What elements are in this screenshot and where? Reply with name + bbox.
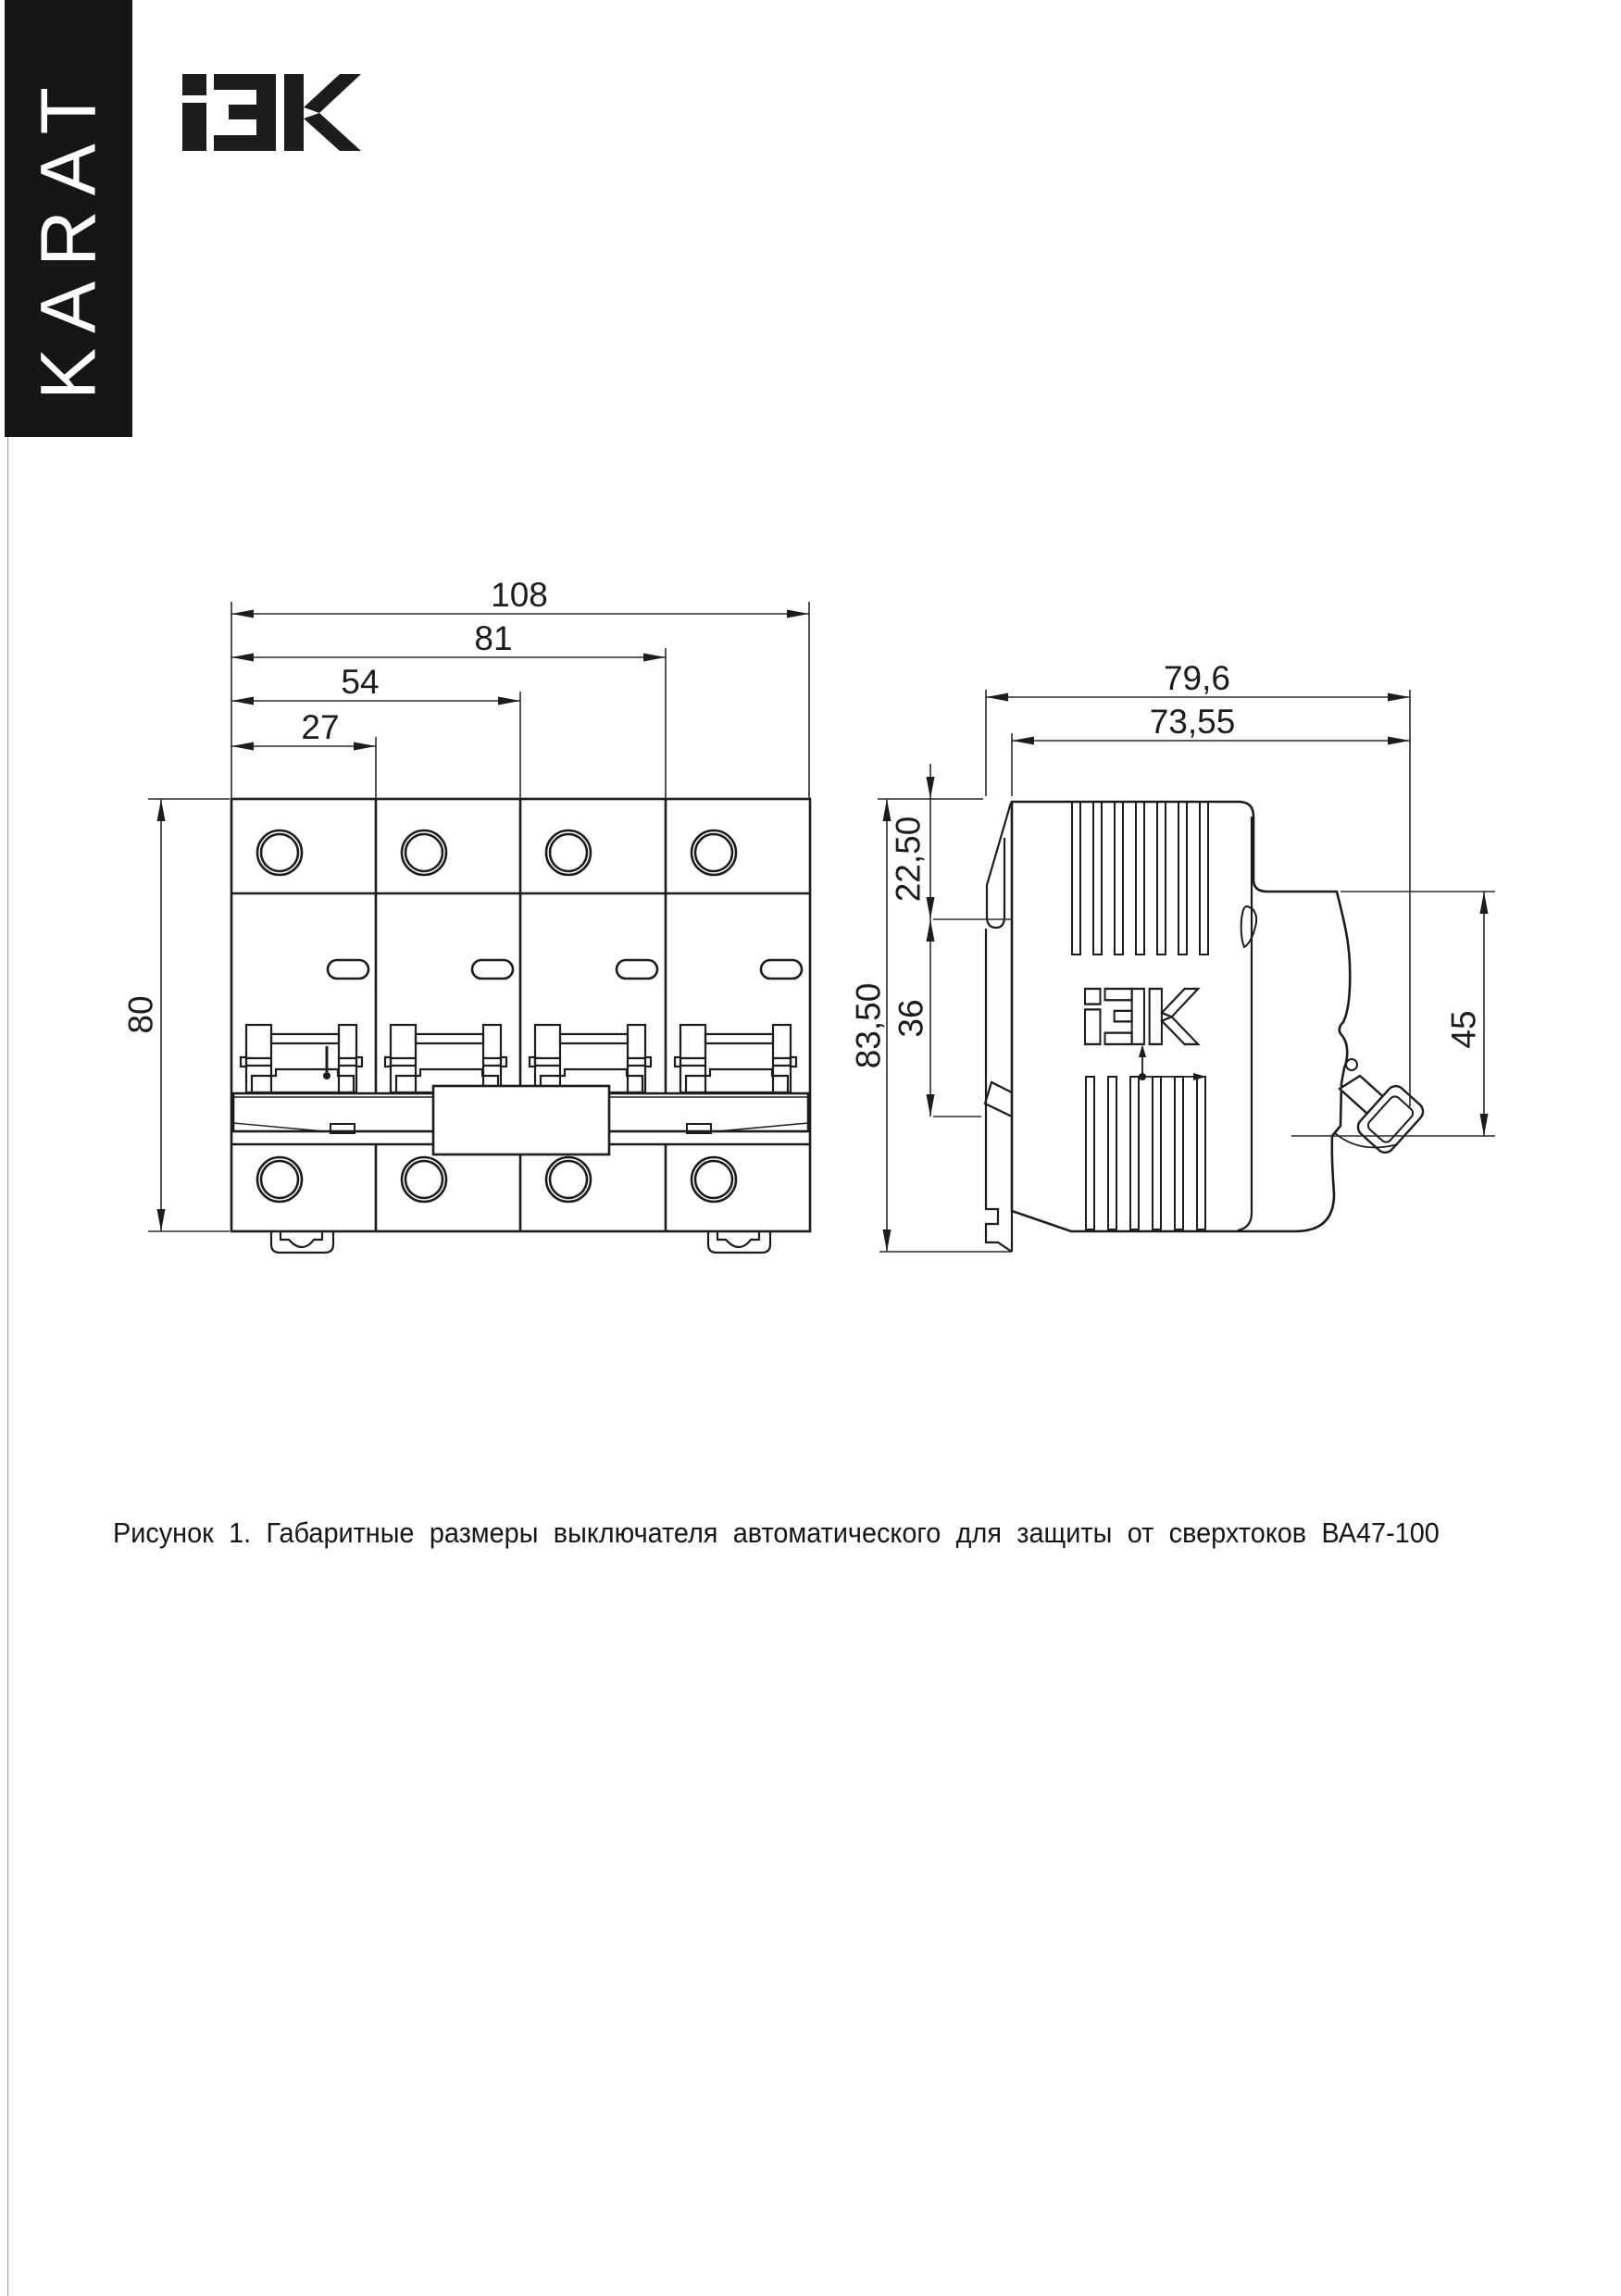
dim-label-83-50: 83,50 (849, 982, 888, 1069)
iek-side-logo (1085, 989, 1198, 1044)
dim-label-22-50: 22,50 (889, 816, 928, 903)
dim-label-108: 108 (491, 576, 548, 614)
side-view-drawing (985, 802, 1427, 1252)
dim-label-27: 27 (301, 708, 340, 746)
din-rail-clips (271, 1232, 770, 1253)
karat-label: KARAT (24, 71, 112, 400)
breaker-body-side (1012, 802, 1350, 1231)
toggle-mechanisms (241, 1025, 796, 1092)
front-view-drawing (231, 799, 810, 1253)
dim-label-36: 36 (892, 999, 930, 1038)
dim-label-73-55: 73,55 (1149, 703, 1236, 741)
vent-slots-upper (1072, 802, 1208, 955)
dim-label-54: 54 (341, 663, 380, 701)
toggle-lever (1334, 1059, 1427, 1156)
vent-slots-lower (1086, 1077, 1205, 1229)
dim-label-80: 80 (121, 995, 160, 1034)
label-window-slots (328, 960, 802, 979)
logo-leader-arrow (1139, 1044, 1206, 1080)
module-separators (376, 799, 666, 1231)
dim-label-81: 81 (474, 619, 513, 657)
front-view-dim-labels (122, 576, 548, 1034)
kidney-slot (1241, 906, 1256, 947)
bottom-terminal-screws (257, 1157, 736, 1202)
figure-caption: Рисунок 1. Габаритные размеры выключателя автоматического для защиты от сверхтоков ВА47-100 (113, 1516, 1440, 1549)
tie-bar-center-block (433, 1086, 609, 1154)
top-terminal-screws (257, 830, 736, 875)
side-panel-edge (1238, 817, 1252, 1230)
din-mount-details (985, 803, 1012, 1252)
din-hook-flap (985, 1082, 1012, 1117)
side-arrowheads (883, 693, 1489, 1253)
dim-label-79-6: 79,6 (1163, 659, 1231, 697)
dim-label-45: 45 (1444, 1010, 1483, 1049)
terminal-flap (987, 803, 1011, 928)
side-view-dimensions (878, 690, 1495, 1252)
